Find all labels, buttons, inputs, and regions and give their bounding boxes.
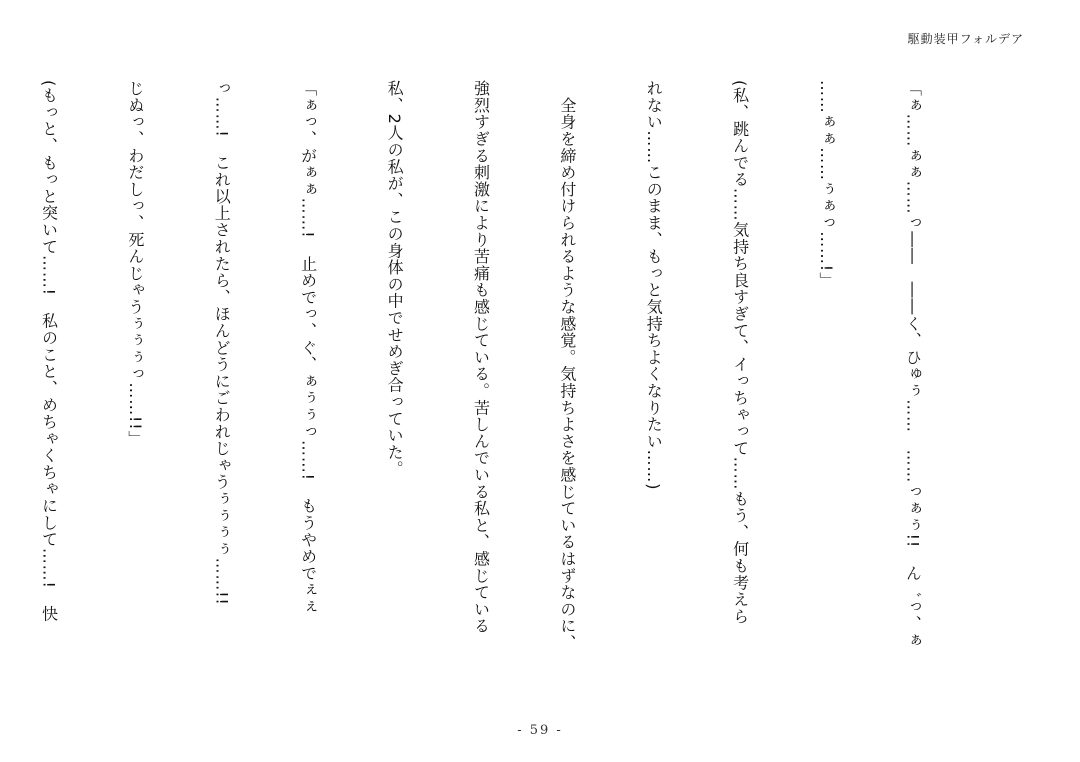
text-line: 「ぁっ、がぁぁ……! 止めでっ、ぐ、ぁぅぅっ……! もうやめでぇぇ bbox=[298, 80, 318, 616]
text-line: 全身を締め付けられるような感覚。気持ちよさを感じているはずなのに、 bbox=[557, 80, 577, 652]
text-line: れない……このまま、もっと気持ちよくなりたい……) bbox=[644, 80, 664, 491]
page-number: - 59 - bbox=[517, 723, 563, 738]
book-title: 駆動装甲フォルデア bbox=[907, 32, 1024, 46]
text-line: ……ぁぁ……ぅぁっ……!」 bbox=[817, 80, 837, 289]
text-line: 私、2人の私が、この身体の中でせめぎ合っていた。 bbox=[385, 80, 405, 478]
vertical-body-text bbox=[0, 80, 984, 700]
text-line: 強烈すぎる刺激により苦痛も感じている。苦しんでいる私と、感じている bbox=[471, 80, 491, 635]
text-line: (もっと、もっと突いて……! 私のこと、めちゃくちゃにして……! 快 bbox=[39, 80, 59, 623]
text-line: じぬっ、わだしっ、死んじゃうぅぅぅっ……!!」 bbox=[125, 80, 145, 448]
text-line: 「ぁ……ぁぁ……っ―― ――く、ひゅぅ…… ……っぁぅ!! ん゛っ、ぁ bbox=[903, 80, 923, 649]
text-line: (私、跳んでる……気持ち良すぎて、イっちゃって……もう、何も考えら bbox=[730, 80, 750, 625]
text-line: っ……! これ以上されたら、ほんどうにごわれじゃうぅぅぅぅ……!! bbox=[212, 80, 232, 606]
